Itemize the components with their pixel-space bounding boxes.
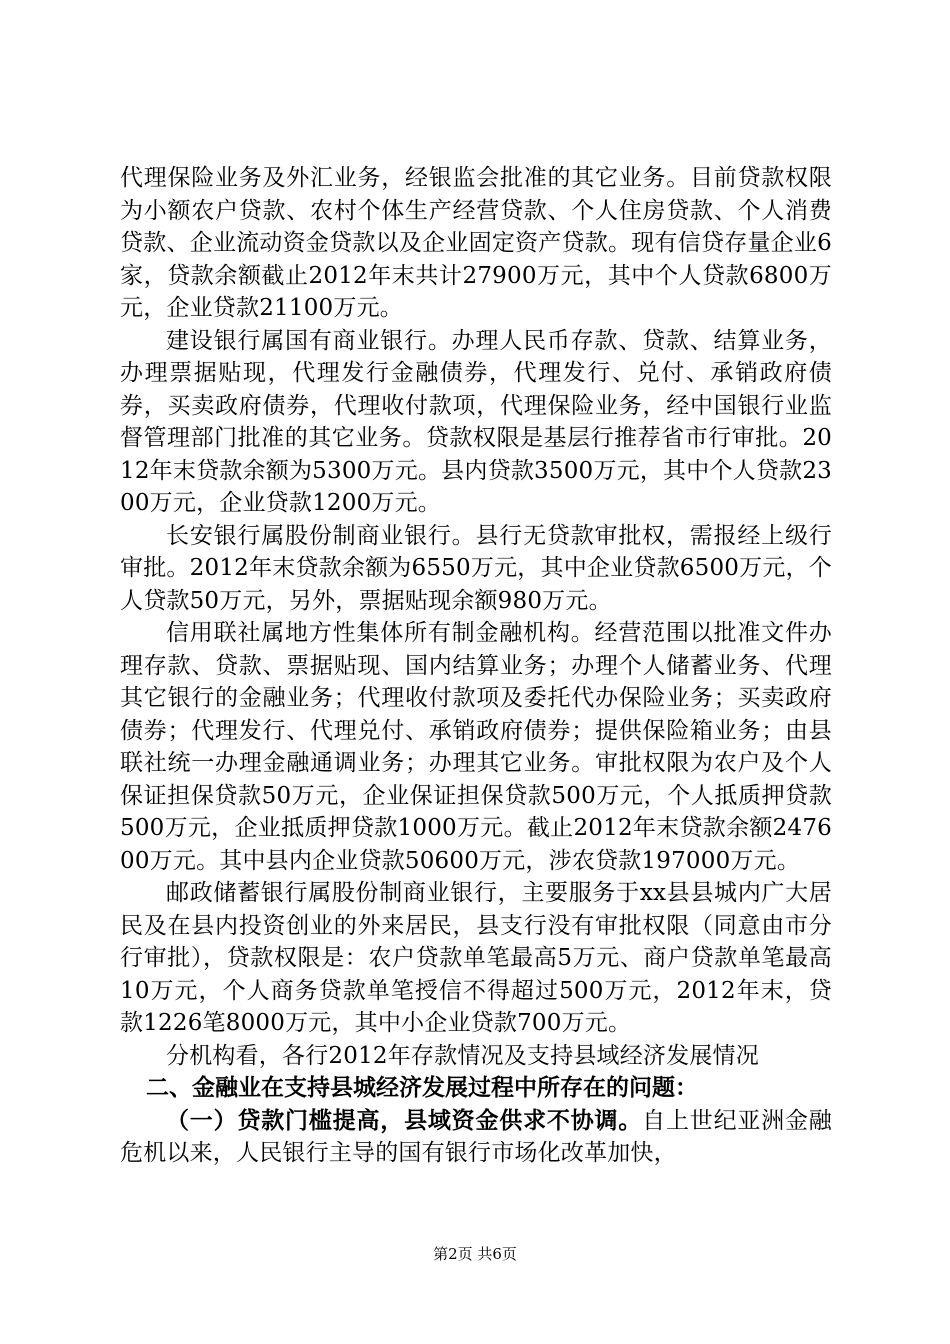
paragraph-credit-union: 信用联社属地方性集体所有制金融机构。经营范围以批准文件办理存款、贷款、票据贴现、国内结算业务；办理个人储蓄业务、代理其它银行的金融业务；代理收付款项及委托代办保险业务；买卖政府债券；代理发行、代理兑付、承销政府债券；提供保险箱业务；由县联社统一办理金融通调业务；办理其它业务。审批权限为农户及个人保证担保贷款50万元，企业保证担保贷款500万元，个人抵质押贷款500万元，企业抵质押贷款1000万元。截止2012年末贷款余额247600万元。其中县内企业贷款50600万元，涉农贷款197000万元。 xyxy=(120,620,832,874)
paragraph-deposit-summary: 分机构看，各行2012年存款情况及支持县域经济发展情况 xyxy=(166,1042,759,1069)
paragraph-agricultural-bank-scope: 代理保险业务及外汇业务，经银监会批准的其它业务。目前贷款权限为小额农户贷款、农村个体生产经营贷款、个人住房贷款、个人消费贷款、企业流动资金贷款以及企业固定资产贷款。现有信贷存量企业6家，贷款余额截止2012年末共计27900万元，其中个人贷款6800万元，企业贷款21100万元。 xyxy=(120,165,832,321)
page-footer: 第2页 共6页 xyxy=(433,1245,517,1263)
section-heading-problems: 二、金融业在支持县城经济发展过程中所存在的问题： xyxy=(146,1075,698,1101)
paragraph-construction-bank: 建设银行属国有商业银行。办理人民币存款、贷款、结算业务，办理票据贴现，代理发行金融债券，代理发行、兑付、承销政府债券，买卖政府债券，代理收付款项，代理保险业务，经中国银行业监督管理部门批准的其它业务。贷款权限是基层行推荐省市行审批。2012年末贷款余额为5300万元。县内贷款3500万元，其中个人贷款2300万元，企业贷款1200万元。 xyxy=(120,327,832,516)
subsection-loan-threshold xyxy=(120,1105,832,1170)
paragraph-changan-bank: 长安银行属股份制商业银行。县行无贷款审批权，需报经上级行审批。2012年末贷款余额为6550万元，其中企业贷款6500万元，个人贷款50万元，另外，票据贴现余额980万元。 xyxy=(120,522,832,614)
document-body xyxy=(120,162,832,1170)
paragraph-postal-savings-bank: 邮政储蓄银行属股份制商业银行，主要服务于xx县县城内广大居民及在县内投资创业的外来居民，县支行没有审批权限（同意由市分行审批），贷款权限是：农户贷款单笔最高5万元、商户贷款单笔最高10万元，个人商务贷款单笔授信不得超过500万元，2012年末，贷款1226笔8000万元，其中小企业贷款700万元。 xyxy=(120,880,832,1036)
subsection-lead-title: （一）贷款门槛提高，县域资金供求不协调。 xyxy=(166,1107,643,1134)
subsection-body-text: 自上世纪亚洲金融危机以来，人民银行主导的国有银行市场化改革加快， xyxy=(120,1107,833,1166)
